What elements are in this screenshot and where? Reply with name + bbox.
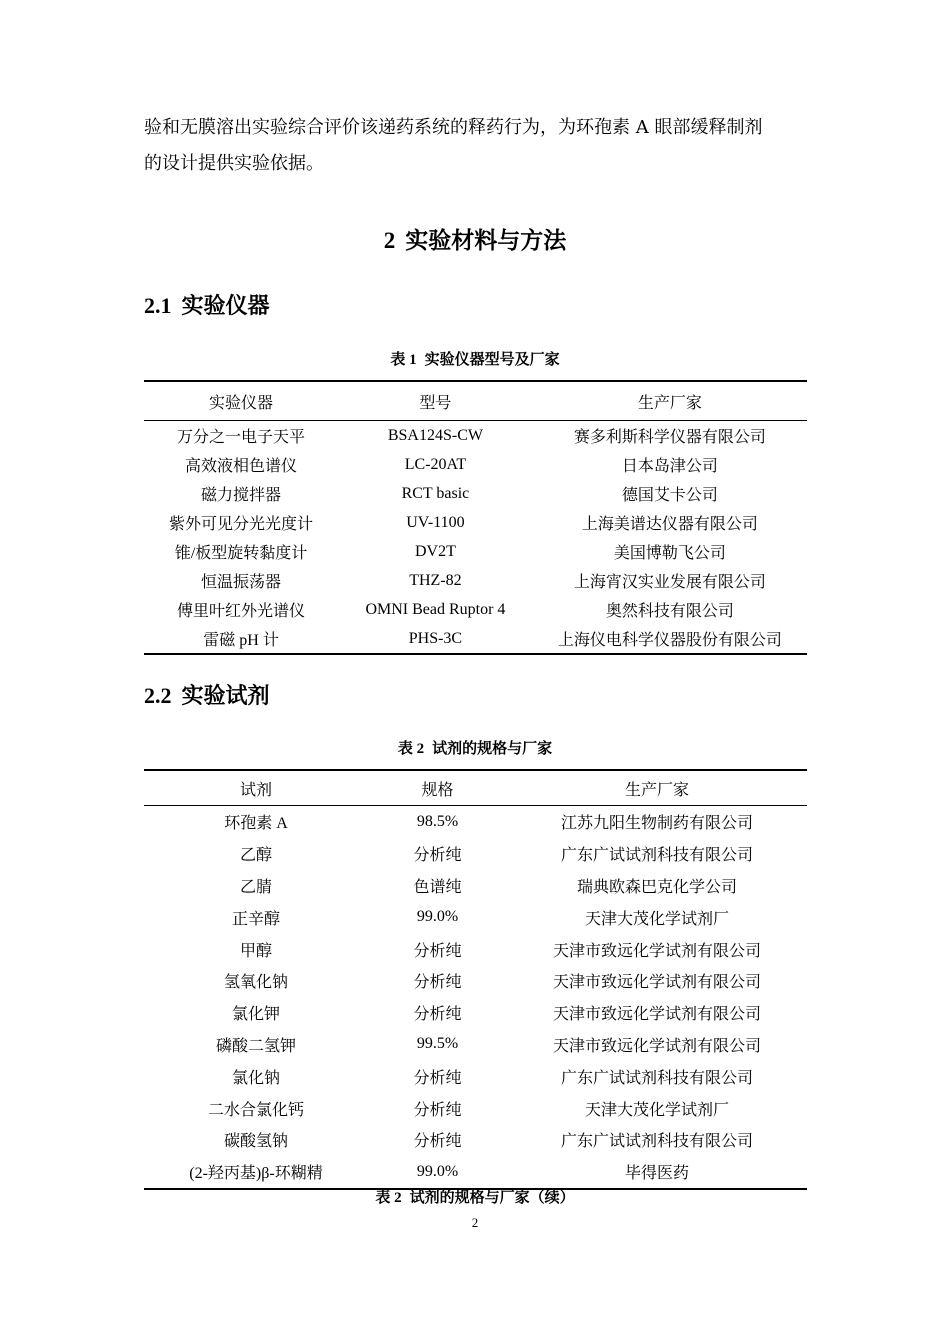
table-cell: 分析纯 — [413, 1006, 462, 1024]
table-cell: 甲醇 — [239, 942, 272, 960]
section-number: 2 — [383, 228, 396, 253]
intro-line-2: 的设计提供实验依据。 — [144, 153, 324, 174]
table-cell: OMNI Bead Ruptor 4 — [365, 600, 506, 618]
column-header: 实验仪器 — [209, 394, 274, 412]
table-cell: 99.0% — [416, 1162, 459, 1180]
table-cell: 99.5% — [416, 1035, 459, 1053]
table-cell: 江苏九阳生物制药有限公司 — [560, 815, 753, 833]
table-cell: 广东广试试剂科技有限公司 — [560, 1133, 753, 1151]
table-row — [144, 595, 807, 624]
table-cell: 傅里叶红外光谱仪 — [177, 603, 306, 620]
table-cell: 乙醇 — [239, 847, 272, 865]
table-cell: 天津大茂化学试剂厂 — [584, 1101, 729, 1119]
caption-text: 试剂的规格与厂家 — [432, 739, 553, 757]
table-cell: 分析纯 — [413, 974, 462, 992]
table-cell: 雷磁 pH 计 — [203, 632, 279, 649]
column-header: 生产厂家 — [637, 394, 702, 412]
table-row — [144, 450, 807, 479]
caption-text: 试剂的规格与厂家（续） — [409, 1188, 575, 1206]
table-cell: 日本岛津公司 — [621, 458, 718, 475]
table-header-row — [144, 770, 807, 806]
table-cell: 氯化钾 — [231, 1006, 280, 1024]
table-cell: 天津大茂化学试剂厂 — [584, 910, 729, 928]
table-cell: THZ-82 — [409, 571, 462, 589]
table-cell: LC-20AT — [404, 455, 467, 473]
table-row — [144, 566, 807, 595]
caption-number: 表 2 — [397, 741, 425, 757]
table-cell: 98.5% — [416, 812, 459, 830]
table-cell: 美国博勒飞公司 — [613, 545, 726, 562]
table-row — [144, 1092, 807, 1124]
subsection-title: 实验试剂 — [181, 684, 270, 709]
table-cell: 奥然科技有限公司 — [605, 603, 734, 620]
table-cell: 氯化钠 — [231, 1069, 280, 1087]
table-row — [144, 508, 807, 537]
subsection-number: 2.1 — [144, 293, 172, 318]
table-cell: 分析纯 — [413, 1069, 462, 1087]
table-cell: RCT basic — [401, 484, 470, 502]
table-cell: 分析纯 — [413, 847, 462, 865]
subsection-number: 2.2 — [144, 683, 172, 708]
table-cell: 分析纯 — [413, 1133, 462, 1151]
table-cell: 分析纯 — [413, 942, 462, 960]
table-row — [144, 1029, 807, 1061]
table-cell: 锥/板型旋转黏度计 — [174, 545, 308, 562]
table-cell: 碳酸氢钠 — [223, 1133, 288, 1151]
section-2-1-heading — [144, 289, 270, 320]
table-cell: DV2T — [414, 542, 456, 560]
section-2-2-heading — [144, 679, 270, 710]
table-row — [144, 537, 807, 566]
table-cell: 上海美谱达仪器有限公司 — [581, 516, 758, 533]
table-cell: 紫外可见分光光度计 — [169, 516, 314, 533]
table-cell: UV-1100 — [406, 513, 465, 531]
table-row — [144, 421, 807, 451]
table-2-continued-caption — [0, 1186, 950, 1207]
table-cell: 天津市致远化学试剂有限公司 — [552, 1037, 761, 1055]
table-row — [144, 933, 807, 965]
table-cell: 高效液相色谱仪 — [185, 458, 298, 475]
table-cell: 广东广试试剂科技有限公司 — [560, 1069, 753, 1087]
table-row — [144, 1060, 807, 1092]
column-header: 型号 — [419, 394, 452, 412]
caption-text: 实验仪器型号及厂家 — [424, 350, 560, 368]
table-cell: 万分之一电子天平 — [177, 429, 306, 446]
table-1-caption — [0, 348, 950, 369]
table-cell: (2-羟丙基)β-环糊精 — [189, 1165, 323, 1183]
table-cell: 赛多利斯科学仪器有限公司 — [573, 429, 766, 446]
table-cell: 磷酸二氢钾 — [215, 1037, 296, 1055]
table-2-caption — [0, 737, 950, 758]
table-cell: 毕得医药 — [624, 1165, 689, 1183]
caption-number: 表 2 — [375, 1190, 402, 1206]
table-row — [144, 965, 807, 997]
intro-paragraph — [144, 110, 808, 182]
column-header: 生产厂家 — [624, 781, 689, 799]
table-cell: 磁力搅拌器 — [201, 487, 282, 504]
table-cell: 分析纯 — [413, 1101, 462, 1119]
table-cell: 天津市致远化学试剂有限公司 — [552, 974, 761, 992]
table-cell: 乙腈 — [239, 878, 272, 896]
reagent-table — [144, 769, 807, 1190]
table-row — [144, 624, 807, 654]
table-cell: 天津市致远化学试剂有限公司 — [552, 1006, 761, 1024]
section-title: 实验材料与方法 — [405, 228, 567, 254]
table-cell: 广东广试试剂科技有限公司 — [560, 847, 753, 865]
page-number: 2 — [471, 1215, 479, 1230]
table-row — [144, 1124, 807, 1156]
table-row — [144, 1156, 807, 1189]
table-header-row — [144, 381, 807, 421]
column-header: 规格 — [421, 781, 454, 799]
table-row — [144, 806, 807, 838]
table-cell: 天津市致远化学试剂有限公司 — [552, 942, 761, 960]
intro-line-1: 验和无膜溶出实验综合评价该递药系统的释药行为，为环孢素 A 眼部缓释制剂 — [144, 117, 763, 138]
table-row — [144, 997, 807, 1029]
table-cell: PHS-3C — [408, 629, 463, 647]
section-2-heading — [0, 222, 950, 255]
table-cell: 上海仪电科学仪器股份有限公司 — [557, 632, 782, 649]
table-cell: 恒温振荡器 — [201, 574, 282, 591]
table-cell: 氢氧化钠 — [223, 974, 288, 992]
table-cell: 二水合氯化钙 — [207, 1101, 304, 1119]
table-cell: 瑞典欧森巴克化学公司 — [576, 878, 737, 896]
instrument-table — [144, 380, 807, 655]
table-cell: 正辛醇 — [231, 910, 280, 928]
table-cell: 德国艾卡公司 — [621, 487, 718, 504]
subsection-title: 实验仪器 — [181, 294, 270, 319]
table-cell: 色谱纯 — [413, 878, 462, 896]
table-row — [144, 901, 807, 933]
table-cell: BSA124S-CW — [387, 426, 483, 444]
caption-number: 表 1 — [390, 352, 417, 368]
table-cell: 99.0% — [416, 908, 459, 926]
table-row — [144, 838, 807, 870]
table-cell: 上海宵汉实业发展有限公司 — [573, 574, 766, 591]
table-cell: 环孢素 A — [224, 815, 288, 833]
column-header: 试剂 — [239, 781, 272, 799]
table-row — [144, 479, 807, 508]
table-row — [144, 870, 807, 902]
